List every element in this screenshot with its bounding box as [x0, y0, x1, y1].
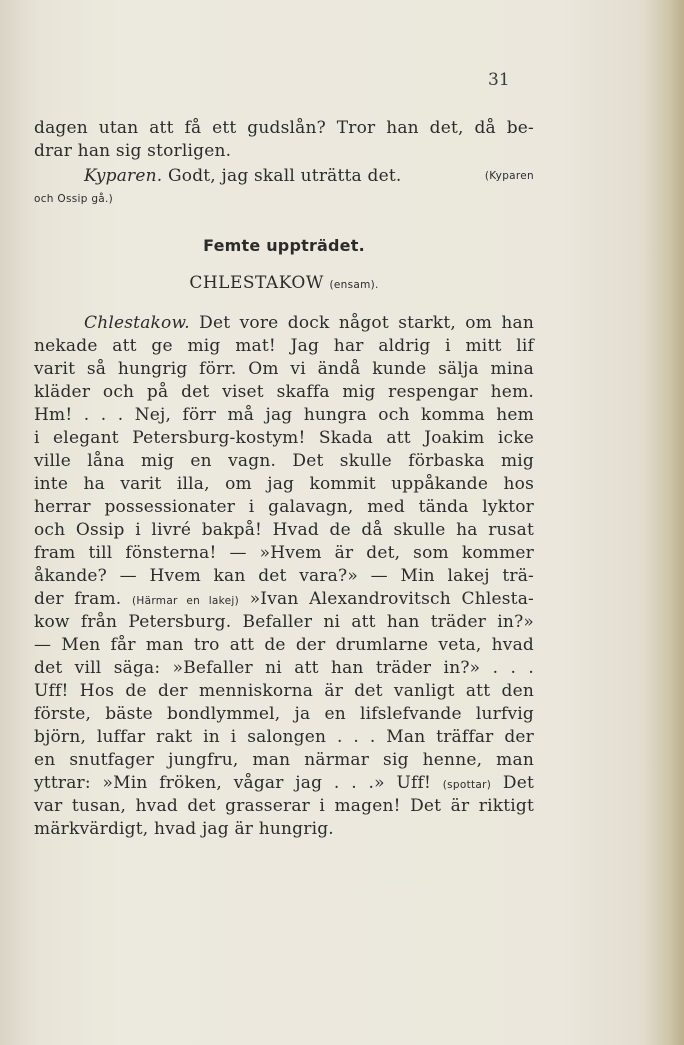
text-line: Uff! Hos de der menniskorna är det vanligt att den — [34, 681, 534, 701]
text-line: fram till fönsterna! — »Hvem är det, som kommer — [34, 543, 534, 563]
character-name: CHLESTAKOW — [189, 273, 324, 293]
text-line: björn, luffar rakt in i salongen . . . Man träffar der — [34, 727, 534, 747]
text-line: ville låna mig en vagn. Det skulle förbaska mig — [34, 451, 534, 471]
scene-heading: Femte uppträdet. — [203, 236, 365, 255]
speaker-name: Kyparen. — [84, 166, 163, 186]
dialogue-text: »Ivan Alexandrovitsch Chlesta- — [249, 589, 534, 609]
text-line: det vill säga: »Befaller ni att han träder in?» . . . — [34, 658, 534, 678]
text-line: en snutfager jungfru, man närmar sig henne, man — [34, 750, 534, 770]
text-line: Hm! . . . Nej, förr må jag hungra och komma hem — [34, 405, 534, 425]
dialogue-text: yttrar: »Min fröken, vågar jag . . .» Uff! — [34, 773, 431, 793]
speaker-name: Chlestakow. — [84, 313, 190, 333]
text-line — [34, 773, 534, 793]
stage-line — [84, 166, 534, 186]
text-line: förste, bäste bondlymmel, ja en lifslefvande lurfvig — [34, 704, 534, 724]
text-line: var tusan, hvad det grasserar i magen! Det är riktigt — [34, 796, 534, 816]
text-line: inte ha varit illa, om jag kommit uppåkande hos — [34, 474, 534, 494]
text-line: märkvärdigt, hvad jag är hungrig. — [34, 819, 334, 839]
stage-direction: (ensam). — [329, 279, 379, 291]
text-line: herrar possessionater i galavagn, med tända lyktor — [34, 497, 534, 517]
page-edge-shadow — [644, 0, 684, 1045]
dialogue-text: Det vore dock något starkt, om han — [189, 313, 534, 333]
text-line: och Ossip i livré bakpå! Hvad de då skulle ha rusat — [34, 520, 534, 540]
text-line: kow från Petersburg. Befaller ni att han träder in?» — [34, 612, 534, 632]
dialogue-text: der fram. — [34, 589, 122, 609]
text-line: kläder och på det viset skaffa mig respengar hem. — [34, 382, 534, 402]
dialogue-text: Godt, jag skall uträtta det. — [162, 166, 402, 186]
text-line: åkande? — Hvem kan det vara?» — Min lakej trä- — [34, 566, 534, 586]
text-line — [34, 589, 534, 609]
text-line: i elegant Petersburg-kostym! Skada att Joakim icke — [34, 428, 534, 448]
character-heading — [34, 273, 534, 293]
stage-direction: (Kyparen — [484, 170, 534, 182]
text-line: drar han sig storligen. — [34, 141, 232, 161]
dialogue-text: Det — [502, 773, 534, 793]
text-line — [84, 313, 534, 333]
stage-direction: (spottar) — [442, 779, 492, 791]
stage-direction: (Härmar en lakej) — [132, 595, 240, 607]
text-line: dagen utan att få ett gudslån? Tror han det, då be- — [34, 118, 534, 138]
text-line: nekade att ge mig mat! Jag har aldrig i mitt lif — [34, 336, 534, 356]
page-number: 31 — [488, 70, 510, 90]
stage-direction: och Ossip gå.) — [34, 193, 114, 205]
text-line: — Men får man tro att de der drumlarne veta, hvad — [34, 635, 534, 655]
text-line: varit så hungrig förr. Om vi ändå kunde sälja mina — [34, 359, 534, 379]
